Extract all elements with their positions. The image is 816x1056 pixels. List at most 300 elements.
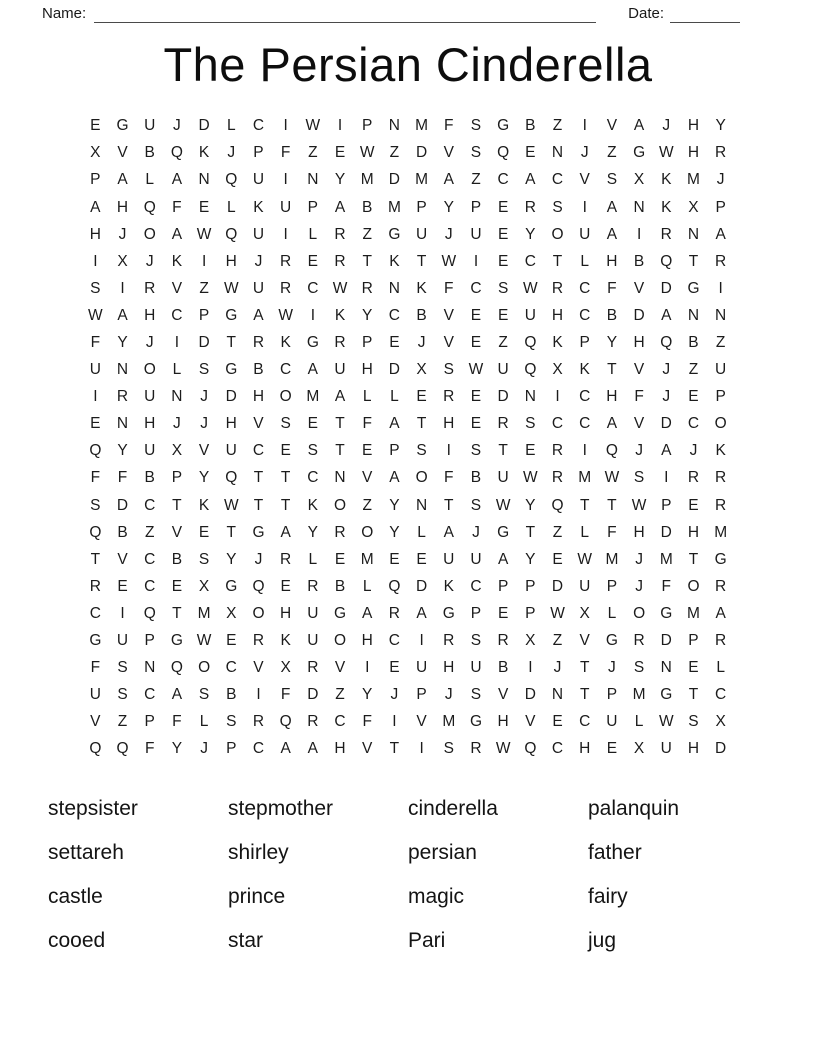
grid-letter: A bbox=[307, 740, 319, 758]
grid-letter: R bbox=[280, 279, 292, 297]
grid-letter: F bbox=[172, 713, 182, 731]
grid-letter: J bbox=[635, 577, 643, 595]
grid-letter: E bbox=[198, 198, 210, 216]
grid-letter: K bbox=[661, 171, 672, 189]
grid-letter: N bbox=[660, 659, 672, 677]
grid-letter: N bbox=[524, 388, 536, 406]
grid-letter: W bbox=[577, 550, 593, 568]
grid-letter: K bbox=[661, 198, 672, 216]
grid-letter: I bbox=[419, 632, 424, 650]
grid-letter: J bbox=[608, 659, 616, 677]
grid-letter: W bbox=[223, 279, 239, 297]
grid-letter: L bbox=[716, 659, 725, 677]
grid-letter: F bbox=[607, 279, 617, 297]
grid-letter: E bbox=[171, 577, 183, 595]
grid-letter: X bbox=[715, 713, 726, 731]
grid-letter: R bbox=[89, 577, 101, 595]
grid-letter: I bbox=[664, 469, 669, 487]
grid-letter: R bbox=[144, 279, 156, 297]
grid-letter: Q bbox=[116, 740, 129, 758]
grid-letter: W bbox=[305, 117, 321, 135]
grid-letter: Y bbox=[525, 550, 536, 568]
grid-letter: W bbox=[658, 713, 674, 731]
grid-letter: H bbox=[687, 144, 700, 162]
grid-letter: L bbox=[390, 388, 399, 406]
grid-letter: S bbox=[198, 361, 210, 379]
grid-letter: T bbox=[416, 252, 427, 270]
grid-letter: N bbox=[334, 469, 346, 487]
grid-letter: G bbox=[306, 333, 319, 351]
grid-letter: G bbox=[497, 523, 510, 541]
grid-letter: D bbox=[198, 117, 210, 135]
grid-letter: D bbox=[660, 523, 672, 541]
grid-letter: H bbox=[225, 252, 237, 270]
word-bank-item: palanquin bbox=[588, 796, 680, 820]
grid-letter: V bbox=[362, 469, 373, 487]
grid-letter: Z bbox=[552, 523, 563, 541]
grid-letter: H bbox=[443, 659, 455, 677]
grid-letter: W bbox=[523, 279, 538, 297]
grid-letter: N bbox=[415, 496, 428, 514]
grid-letter: Y bbox=[525, 496, 536, 514]
grid-letter: P bbox=[688, 632, 699, 650]
grid-letter: H bbox=[687, 740, 700, 758]
grid-letter: H bbox=[334, 740, 346, 758]
grid-letter: T bbox=[579, 659, 590, 677]
grid-letter: V bbox=[117, 144, 128, 162]
grid-letter: T bbox=[226, 523, 237, 541]
grid-letter: R bbox=[334, 523, 346, 541]
grid-letter: J bbox=[444, 686, 453, 704]
grid-letter: Q bbox=[660, 333, 673, 351]
grid-letter: R bbox=[334, 225, 346, 243]
grid-letter: U bbox=[144, 442, 156, 460]
grid-letter: X bbox=[171, 442, 183, 460]
grid-letter: Q bbox=[524, 361, 537, 379]
grid-letter: N bbox=[551, 686, 564, 704]
grid-letter: I bbox=[392, 713, 397, 731]
grid-letter: T bbox=[172, 604, 182, 622]
grid-letter: K bbox=[280, 333, 291, 351]
grid-letter: Y bbox=[606, 333, 618, 351]
grid-letter: G bbox=[497, 117, 510, 135]
grid-letter: E bbox=[497, 198, 509, 216]
grid-letter: S bbox=[443, 740, 454, 758]
grid-letter: C bbox=[252, 740, 265, 758]
word-bank-item: persian bbox=[408, 840, 477, 864]
grid-letter: C bbox=[715, 686, 727, 704]
grid-letter: I bbox=[201, 252, 207, 270]
grid-letter: P bbox=[470, 198, 482, 216]
grid-letter: N bbox=[687, 306, 700, 324]
grid-letter: P bbox=[171, 469, 183, 487]
grid-letter: J bbox=[472, 523, 480, 541]
grid-letter: H bbox=[144, 415, 156, 433]
grid-letter: I bbox=[337, 117, 343, 135]
grid-letter: O bbox=[279, 388, 292, 406]
grid-letter: E bbox=[226, 632, 237, 650]
grid-letter: G bbox=[469, 713, 482, 731]
grid-letter: C bbox=[252, 117, 265, 135]
grid-letter: V bbox=[633, 361, 645, 379]
grid-letter: X bbox=[226, 604, 237, 622]
grid-letter: H bbox=[89, 225, 101, 243]
grid-letter: R bbox=[715, 632, 727, 650]
grid-letter: M bbox=[415, 117, 429, 135]
grid-letter: D bbox=[660, 632, 672, 650]
grid-letter: V bbox=[443, 333, 454, 351]
grid-letter: Z bbox=[715, 333, 726, 351]
grid-letter: J bbox=[390, 686, 399, 704]
grid-letter: E bbox=[90, 415, 101, 433]
grid-letter: U bbox=[497, 361, 509, 379]
grid-letter: X bbox=[117, 252, 128, 270]
grid-letter: I bbox=[365, 659, 370, 677]
grid-letter: D bbox=[715, 740, 727, 758]
grid-letter: U bbox=[334, 361, 346, 379]
grid-letter: E bbox=[470, 388, 482, 406]
grid-letter: L bbox=[199, 713, 209, 731]
grid-letter: O bbox=[714, 415, 727, 433]
grid-letter: R bbox=[443, 632, 455, 650]
grid-letter: E bbox=[470, 306, 482, 324]
grid-letter: G bbox=[170, 632, 183, 650]
grid-letter: W bbox=[495, 496, 511, 514]
grid-letter: H bbox=[280, 604, 292, 622]
grid-letter: M bbox=[442, 713, 456, 731]
grid-letter: J bbox=[173, 415, 181, 433]
grid-letter: E bbox=[525, 442, 536, 460]
grid-letter: I bbox=[174, 333, 180, 351]
grid-letter: A bbox=[606, 198, 618, 216]
grid-letter: U bbox=[89, 686, 101, 704]
word-bank-item: stepsister bbox=[48, 796, 138, 820]
grid-letter: B bbox=[144, 144, 155, 162]
grid-letter: Y bbox=[307, 523, 319, 541]
grid-letter: D bbox=[524, 686, 536, 704]
grid-letter: V bbox=[90, 713, 101, 731]
grid-letter: Q bbox=[89, 442, 102, 460]
grid-letter: T bbox=[607, 496, 617, 514]
grid-letter: S bbox=[606, 171, 618, 189]
grid-letter: H bbox=[443, 415, 455, 433]
grid-letter: I bbox=[718, 279, 723, 297]
grid-letter: U bbox=[443, 550, 455, 568]
grid-letter: R bbox=[334, 333, 346, 351]
grid-letter: G bbox=[225, 577, 238, 595]
grid-letter: Q bbox=[170, 144, 183, 162]
grid-letter: H bbox=[687, 117, 700, 135]
grid-letter: W bbox=[468, 361, 484, 379]
grid-letter: G bbox=[252, 523, 265, 541]
grid-letter: C bbox=[524, 252, 536, 270]
grid-letter: A bbox=[307, 361, 319, 379]
grid-letter: E bbox=[688, 659, 699, 677]
grid-letter: M bbox=[306, 388, 320, 406]
grid-letter: G bbox=[633, 144, 646, 162]
grid-letter: S bbox=[117, 686, 128, 704]
grid-letter: H bbox=[144, 306, 156, 324]
page-title: The Persian Cinderella bbox=[163, 38, 653, 91]
grid-letter: X bbox=[688, 198, 699, 216]
grid-letter: V bbox=[443, 144, 454, 162]
grid-letter: L bbox=[226, 117, 236, 135]
grid-letter: F bbox=[144, 740, 155, 758]
grid-letter: Z bbox=[335, 686, 345, 704]
grid-letter: U bbox=[252, 171, 265, 189]
grid-letter: J bbox=[173, 117, 181, 135]
grid-letter: Z bbox=[199, 279, 209, 297]
grid-letter: I bbox=[310, 306, 315, 324]
grid-letter: A bbox=[117, 306, 128, 324]
grid-letter: B bbox=[497, 659, 509, 677]
grid-letter: P bbox=[416, 198, 427, 216]
grid-letter: S bbox=[90, 279, 101, 297]
grid-letter: Q bbox=[524, 740, 537, 758]
grid-letter: E bbox=[497, 604, 509, 622]
grid-letter: P bbox=[661, 496, 672, 514]
grid-letter: L bbox=[634, 713, 644, 731]
word-bank-item: magic bbox=[408, 884, 465, 908]
grid-letter: R bbox=[687, 469, 700, 487]
grid-letter: Y bbox=[117, 442, 128, 460]
grid-letter: U bbox=[660, 740, 672, 758]
grid-letter: B bbox=[253, 361, 264, 379]
grid-letter: A bbox=[389, 469, 400, 487]
word-bank bbox=[48, 795, 816, 954]
grid-letter: Q bbox=[605, 442, 618, 460]
grid-letter: R bbox=[715, 252, 727, 270]
grid-letter: F bbox=[90, 333, 101, 351]
grid-letter: Y bbox=[171, 740, 183, 758]
grid-letter: I bbox=[582, 198, 587, 216]
grid-letter: Q bbox=[279, 713, 292, 731]
grid-letter: K bbox=[307, 496, 319, 514]
grid-letter: V bbox=[416, 713, 427, 731]
grid-letter: K bbox=[416, 279, 427, 297]
grid-letter: J bbox=[580, 144, 589, 162]
grid-letter: U bbox=[307, 632, 319, 650]
grid-letter: Z bbox=[308, 144, 318, 162]
word-bank-item: shirley bbox=[228, 840, 289, 864]
grid-letter: G bbox=[687, 279, 700, 297]
grid-letter: S bbox=[470, 442, 482, 460]
grid-letter: T bbox=[90, 550, 101, 568]
grid-letter: T bbox=[525, 523, 536, 541]
grid-letter: L bbox=[362, 577, 372, 595]
grid-letter: A bbox=[362, 604, 373, 622]
word-bank-item: prince bbox=[228, 884, 286, 908]
grid-letter: A bbox=[606, 415, 618, 433]
grid-letter: B bbox=[117, 523, 128, 541]
grid-letter: L bbox=[308, 550, 318, 568]
grid-letter: P bbox=[90, 171, 101, 189]
grid-letter: G bbox=[605, 632, 618, 650]
grid-letter: R bbox=[280, 550, 292, 568]
grid-letter: Q bbox=[388, 577, 401, 595]
grid-letter: E bbox=[90, 117, 101, 135]
grid-letter: I bbox=[555, 388, 560, 406]
grid-letter: G bbox=[714, 550, 727, 568]
grid-letter: I bbox=[283, 117, 288, 135]
grid-letter: F bbox=[362, 415, 372, 433]
grid-letter: T bbox=[579, 686, 590, 704]
grid-letter: G bbox=[225, 306, 238, 324]
grid-letter: K bbox=[253, 198, 264, 216]
grid-letter: T bbox=[579, 496, 590, 514]
grid-letter: M bbox=[360, 550, 374, 568]
grid-letter: I bbox=[283, 171, 288, 189]
word-bank-item: father bbox=[588, 840, 642, 864]
grid-letter: N bbox=[198, 171, 210, 189]
grid-letter: C bbox=[171, 306, 183, 324]
grid-letter: Z bbox=[471, 171, 481, 189]
grid-letter: T bbox=[416, 415, 427, 433]
grid-letter: J bbox=[553, 659, 562, 677]
grid-letter: R bbox=[524, 198, 536, 216]
grid-letter: P bbox=[144, 632, 155, 650]
grid-letter: S bbox=[525, 415, 536, 433]
grid-letter: Z bbox=[362, 496, 372, 514]
grid-letter: T bbox=[498, 442, 508, 460]
header bbox=[0, 0, 816, 23]
grid-letter: J bbox=[662, 388, 671, 406]
grid-letter: A bbox=[334, 198, 346, 216]
grid-letter: F bbox=[90, 469, 101, 487]
grid-letter: A bbox=[525, 171, 536, 189]
grid-letter: W bbox=[196, 632, 212, 650]
grid-letter: Q bbox=[225, 469, 238, 487]
grid-letter: M bbox=[415, 171, 429, 189]
grid-letter: R bbox=[252, 333, 265, 351]
grid-letter: V bbox=[362, 740, 373, 758]
grid-letter: H bbox=[606, 388, 618, 406]
grid-letter: F bbox=[90, 659, 101, 677]
grid-letter: H bbox=[497, 713, 509, 731]
grid-letter: L bbox=[308, 225, 318, 243]
word-bank-item: star bbox=[228, 928, 264, 952]
grid-letter: D bbox=[660, 415, 672, 433]
grid-letter: Y bbox=[226, 550, 237, 568]
grid-letter: E bbox=[606, 740, 618, 758]
grid-letter: V bbox=[443, 306, 454, 324]
grid-letter: V bbox=[253, 415, 264, 433]
grid-letter: T bbox=[607, 361, 617, 379]
grid-letter: U bbox=[415, 225, 428, 243]
grid-letter: C bbox=[280, 361, 292, 379]
grid-letter: S bbox=[117, 659, 128, 677]
grid-letter: Y bbox=[198, 469, 210, 487]
word-bank-item: Pari bbox=[408, 928, 446, 952]
grid-letter: V bbox=[579, 632, 590, 650]
grid-letter: K bbox=[552, 333, 563, 351]
grid-letter: R bbox=[715, 469, 727, 487]
grid-letter: V bbox=[198, 442, 210, 460]
grid-letter: Z bbox=[117, 713, 128, 731]
grid-letter: C bbox=[334, 713, 346, 731]
grid-letter: C bbox=[307, 469, 319, 487]
grid-letter: A bbox=[416, 604, 427, 622]
grid-letter: M bbox=[387, 198, 401, 216]
grid-letter: W bbox=[495, 740, 511, 758]
grid-letter: W bbox=[332, 279, 348, 297]
grid-letter: I bbox=[419, 740, 424, 758]
grid-letter: S bbox=[633, 659, 645, 677]
grid-letter: N bbox=[715, 306, 727, 324]
grid-letter: F bbox=[362, 713, 372, 731]
grid-letter: Q bbox=[89, 740, 102, 758]
grid-letter: O bbox=[334, 496, 347, 514]
grid-letter: R bbox=[443, 388, 455, 406]
grid-letter: H bbox=[579, 740, 591, 758]
grid-letter: F bbox=[444, 279, 454, 297]
grid-letter: E bbox=[280, 442, 291, 460]
grid-letter: A bbox=[606, 225, 618, 243]
grid-letter: H bbox=[633, 523, 645, 541]
grid-letter: C bbox=[470, 279, 482, 297]
grid-letter: E bbox=[307, 415, 319, 433]
grid-letter: U bbox=[579, 225, 591, 243]
grid-letter: I bbox=[120, 279, 125, 297]
grid-letter: O bbox=[687, 577, 700, 595]
grid-letter: V bbox=[579, 171, 590, 189]
grid-letter: J bbox=[200, 388, 208, 406]
grid-letter: P bbox=[525, 604, 536, 622]
grid-letter: L bbox=[607, 604, 617, 622]
grid-letter: S bbox=[470, 117, 482, 135]
grid-letter: Q bbox=[225, 171, 238, 189]
grid-letter: U bbox=[116, 632, 129, 650]
grid-letter: S bbox=[470, 686, 482, 704]
grid-letter: P bbox=[497, 577, 509, 595]
grid-letter: Z bbox=[144, 523, 155, 541]
grid-letter: K bbox=[198, 144, 210, 162]
grid-letter: U bbox=[225, 442, 237, 460]
grid-letter: J bbox=[662, 361, 671, 379]
grid-letter: B bbox=[226, 686, 237, 704]
grid-letter: N bbox=[633, 198, 645, 216]
grid-letter: B bbox=[144, 469, 155, 487]
grid-letter: P bbox=[715, 388, 726, 406]
grid-letter: M bbox=[578, 469, 592, 487]
grid-letter: P bbox=[416, 686, 427, 704]
grid-letter: I bbox=[120, 604, 125, 622]
grid-letter: G bbox=[334, 604, 347, 622]
grid-letter: P bbox=[579, 333, 590, 351]
grid-letter: O bbox=[198, 659, 211, 677]
grid-letter: C bbox=[687, 415, 700, 433]
word-bank-item: cooed bbox=[48, 928, 106, 952]
grid-letter: R bbox=[361, 279, 373, 297]
grid-letter: J bbox=[145, 252, 154, 270]
grid-letter: C bbox=[388, 632, 400, 650]
grid-letter: I bbox=[582, 442, 587, 460]
grid-letter: C bbox=[551, 740, 564, 758]
grid-letter: A bbox=[171, 225, 183, 243]
grid-letter: W bbox=[523, 469, 538, 487]
name-label: Name: bbox=[42, 5, 87, 22]
grid-letter: L bbox=[417, 523, 426, 541]
grid-letter: I bbox=[636, 225, 642, 243]
grid-letter: A bbox=[334, 388, 346, 406]
grid-letter: B bbox=[633, 252, 645, 270]
grid-letter: E bbox=[497, 306, 509, 324]
grid-letter: N bbox=[551, 144, 564, 162]
grid-letter: E bbox=[416, 388, 427, 406]
grid-letter: L bbox=[580, 252, 590, 270]
grid-letter: J bbox=[254, 550, 263, 568]
grid-letter: I bbox=[283, 225, 288, 243]
